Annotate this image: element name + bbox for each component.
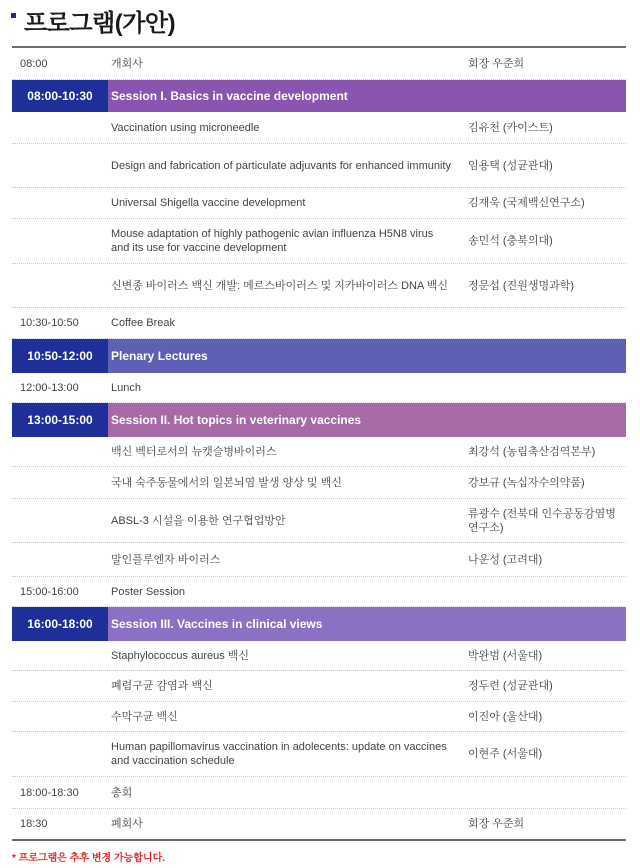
- speaker-cell: 박완범 (서울대): [468, 649, 543, 662]
- time-cell: 15:00-16:00: [20, 585, 79, 598]
- topic-cell: Coffee Break: [111, 317, 176, 329]
- program-row: [12, 671, 626, 702]
- topic-cell: Vaccination using microneedle: [111, 121, 260, 134]
- time-cell: 18:30: [20, 818, 48, 830]
- session-title: Session III. Vaccines in clinical views: [108, 607, 626, 641]
- topic-cell: 백신 벡터로서의 뉴캣슬병바이러스: [111, 445, 277, 458]
- program-row: [12, 809, 626, 841]
- program-row: [12, 702, 626, 732]
- session-time-cell: 08:00-10:30: [12, 80, 108, 112]
- speaker-cell: 최강석 (농림축산검역본부): [468, 445, 596, 458]
- topic-cell: ABSL-3 시설을 이용한 연구협업방안: [111, 514, 286, 527]
- topic-cell: Poster Session: [111, 585, 185, 598]
- program-table: [12, 46, 626, 841]
- speaker-cell: 나운성 (고려대): [468, 553, 543, 566]
- session-title: Session I. Basics in vaccine development: [108, 80, 626, 112]
- speaker-cell: 김유천 (카이스트): [468, 121, 553, 134]
- session-title: Plenary Lectures: [108, 339, 626, 373]
- topic-cell: 말인플루엔자 바이러스: [111, 553, 221, 566]
- time-cell: 12:00-13:00: [20, 381, 79, 394]
- topic-cell: 개회사: [111, 57, 143, 70]
- topic-cell: 총회: [111, 786, 133, 799]
- time-cell: 18:00-18:30: [20, 786, 79, 799]
- speaker-cell: 송민석 (충북의대): [468, 235, 553, 247]
- program-row: [12, 264, 626, 308]
- topic-cell: 신변종 바이러스 백신 개발: 메르스바이러스 및 지카바이러스 DNA 백신: [111, 279, 449, 292]
- speaker-cell: 회장 우준희: [468, 57, 525, 70]
- program-row: [12, 732, 626, 777]
- page-title: 프로그램(가안): [24, 9, 176, 37]
- session-time-cell: 16:00-18:00: [12, 607, 108, 641]
- topic-cell: 폐회사: [111, 818, 143, 830]
- program-row: [12, 543, 626, 577]
- speaker-cell: 정문섭 (진원생명과학): [468, 279, 575, 292]
- program-row: [12, 467, 626, 499]
- topic-cell: Mouse adaptation of highly pathogenic avian influenza H5N8 virus and its use for vaccine development: [111, 228, 434, 254]
- program-row: [12, 437, 626, 467]
- speaker-cell: 강보규 (녹십자수의약품): [468, 476, 585, 489]
- program-row: [12, 373, 626, 403]
- speaker-cell: 김재욱 (국제백신연구소): [468, 197, 585, 209]
- session-row-1: [12, 80, 626, 112]
- program-row: [12, 144, 626, 188]
- speaker-cell: 이현주 (서울대): [468, 748, 543, 760]
- program-row: [12, 499, 626, 543]
- time-cell: 08:00: [20, 57, 48, 70]
- topic-cell: Staphylococcus aureus 백신: [111, 649, 250, 662]
- topic-cell: 국내 숙주동물에서의 일본뇌염 발생 양상 및 백신: [111, 476, 342, 489]
- session-time-cell: 13:00-15:00: [12, 403, 108, 437]
- page-header: [11, 0, 175, 40]
- program-row: [12, 308, 626, 339]
- speaker-cell: 류광수 (전북대 인수공동감염병연구소): [468, 507, 616, 534]
- topic-cell: 수막구균 백신: [111, 710, 178, 723]
- program-row: [12, 48, 626, 80]
- speaker-cell: 회장 우준희: [468, 818, 525, 830]
- topic-cell: Human papillomavirus vaccination in adolecents: update on vaccines and vaccination schedule: [111, 741, 447, 767]
- topic-cell: 폐렴구균 감염과 백신: [111, 680, 213, 692]
- square-bullet-icon: [11, 13, 16, 18]
- program-row: [12, 577, 626, 607]
- program-row: [12, 641, 626, 671]
- session-time-cell: 10:50-12:00: [12, 339, 108, 373]
- program-row: [12, 777, 626, 809]
- topic-cell: Universal Shigella vaccine development: [111, 197, 306, 209]
- topic-cell: Design and fabrication of particulate adjuvants for enhanced immunity: [111, 159, 451, 172]
- session-row-3: [12, 607, 626, 641]
- session-row-plenary: [12, 339, 626, 373]
- topic-cell: Lunch: [111, 381, 141, 394]
- time-cell: 10:30-10:50: [20, 317, 79, 329]
- speaker-cell: 이진아 (울산대): [468, 710, 543, 723]
- speaker-cell: 임용택 (성균관대): [468, 159, 553, 172]
- footnote: * 프로그램은 추후 변경 가능합니다.: [12, 853, 166, 864]
- speaker-cell: 정두련 (성균관대): [468, 680, 553, 692]
- program-row: [12, 219, 626, 264]
- program-row: [12, 188, 626, 219]
- session-title: Session II. Hot topics in veterinary vaccines: [108, 403, 626, 437]
- session-row-2: [12, 403, 626, 437]
- program-row: [12, 112, 626, 144]
